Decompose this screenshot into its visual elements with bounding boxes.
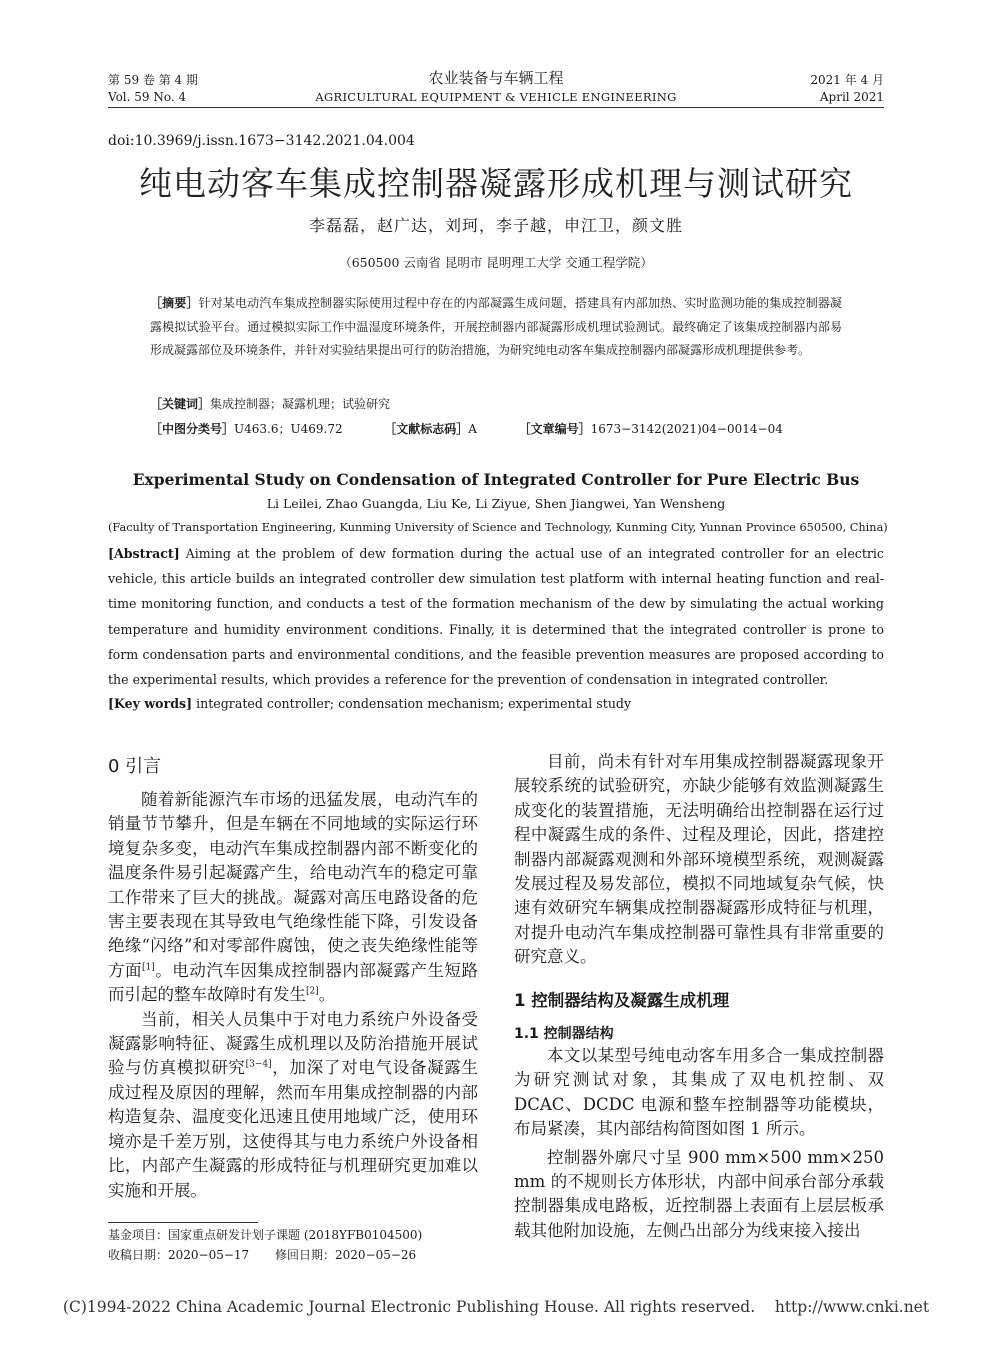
abstract-cn-label: ［摘要］	[150, 296, 199, 310]
journal-title-en: AGRICULTURAL EQUIPMENT & VEHICLE ENGINEERING	[315, 90, 677, 104]
clc-value: U463.6；U469.72	[234, 422, 343, 436]
right-column-body	[514, 1044, 884, 1243]
abstract-en-text: Aiming at the problem of dew formation during the actual use of an integrated controller for an electric vehicle, this article builds an integrated controller dew simulation test platform with internal heating function and real-time monitoring function, and conducts a test of the formation mechanism of the dew by simulating the actual working temperature and humidity environment conditions. Finally, it is determined that the integrated controller is prone to form condensation parts and environmental conditions, and the feasible prevention measures are proposed according to the experimental results, which provides a reference for the prevention of condensation in integrated controller.	[108, 546, 884, 688]
revised-date: 修回日期：2020−05−26	[275, 1248, 417, 1262]
left-column-body	[108, 788, 478, 1203]
paragraph-text: ，加深了对电气设备凝露生成过程及原因的理解，然而车用集成控制器的内部构造复杂、温度变化迅速且使用地域广泛，使用环境亦是千差万别，这使得其与电力系统户外设备相比，内部产生凝露的形成特征与机理研究更加难以实施和开展。	[108, 1058, 478, 1200]
abstract-en-label: [Abstract]	[108, 546, 180, 561]
paper-title-cn: 纯电动客车集成控制器凝露形成机理与测试研究	[139, 164, 853, 203]
journal-title-cn: 农业装备与车辆工程	[428, 69, 564, 87]
article-no-label: ［文章编号］	[518, 422, 591, 436]
keywords-cn-label: ［关键词］	[150, 397, 211, 411]
paragraph: 目前，尚未有针对车用集成控制器凝露现象开展较系统的试验研究，亦缺少能够有效监测凝露生成变化的装置措施，无法明确给出控制器在运行过程中凝露生成的条件、过程及理论，因此，搭建控制器内部凝露观测和外部环境模型系统，观测凝露发展过程及易发部位，模拟不同地域复杂气候，快速有效研究车辆集成控制器凝露形成特征与机理，对提升电动汽车集成控制器可靠性具有非常重要的研究意义。	[514, 752, 884, 967]
paragraph-text: 随着新能源汽车市场的迅猛发展，电动汽车的销量节节攀升，但是车辆在不同地域的实际运行环境复杂多变，电动汽车集成控制器内部不断变化的温度条件易引起凝露产生，给电动汽车的稳定可靠工作带来了巨大的挑战。凝露对高压电路设备的危害主要表现在其导致电气绝缘性能下降，引发设备绝缘“闪络”和对零部件腐蚀，使之丧失绝缘性能等方面	[108, 790, 478, 980]
paragraph-text: 当前，相关人员集中于对电力系统户外设备受凝露影响特征、凝露生成机理以及防治措施开展试验与仿真模拟研究	[108, 1009, 478, 1078]
citation-ref: [1]	[142, 962, 155, 973]
abstract-en	[108, 541, 884, 692]
issue-date-en: April 2021	[819, 90, 884, 104]
section-0-heading: 0 引言	[108, 756, 162, 777]
abstract-cn-text: 针对某电动汽车集成控制器实际使用过程中存在的内部凝露生成问题，搭建具有内部加热、实时监测功能的集成控制器凝露模拟试验平台。通过模拟实际工作中温湿度环境条件，开展控制器内部凝露形成机理试验测试。最终确定了该集成控制器内部易形成凝露部位及环境条件，并针对实验结果提出可行的防治措施，为研究纯电动客车集成控制器内部凝露形成机理提供参考。	[150, 296, 842, 357]
volume-issue-cn: 第 59 卷 第 4 期	[108, 73, 198, 87]
keywords-en-text: integrated controller; condensation mechanism; experimental study	[192, 696, 632, 711]
fund-note: 基金项目：国家重点研发计划子课题 (2018YFB0104500)	[108, 1228, 423, 1242]
article-no-value: 1673−3142(2021)04−0014−04	[590, 422, 783, 436]
doi: doi:10.3969/j.issn.1673−3142.2021.04.004	[108, 133, 415, 149]
citation-ref: [2]	[306, 986, 319, 997]
paragraph	[108, 1008, 478, 1203]
copyright-footer: (C)1994-2022 China Academic Journal Electronic Publishing House. All rights reserved. http://www.cnki.net	[62, 1298, 930, 1316]
issue-date-cn: 2021 年 4 月	[810, 73, 884, 87]
right-column-intro	[514, 750, 884, 970]
abstract-cn	[150, 292, 842, 363]
paragraph: 本文以某型号纯电动客车用多合一集成控制器为研究测试对象，其集成了双电机控制、双 DCAC、DCDC 电源和整车控制器等功能模块，布局紧凑，其内部结构简图如图 1 所示。	[514, 1046, 884, 1139]
received-date: 收稿日期：2020−05−17	[108, 1248, 250, 1262]
paragraph-text: 。电动汽车因集成控制器内部凝露产生短路而引起的整车故障时有发生	[108, 960, 479, 1005]
keywords-cn-text: 集成控制器；凝露机理；试验研究	[210, 397, 391, 411]
paper-title-en: Experimental Study on Condensation of Integrated Controller for Pure Electric Bus	[132, 470, 860, 489]
header-rule	[108, 107, 884, 108]
clc-label: ［中图分类号］	[150, 422, 235, 436]
doc-code-value: A	[468, 422, 477, 436]
paragraph	[108, 788, 478, 1008]
volume-issue-en: Vol. 59 No. 4	[108, 90, 187, 104]
affiliation-cn: （650500 云南省 昆明市 昆明理工大学 交通工程学院）	[339, 255, 653, 270]
authors-en: Li Leilei, Zhao Guangda, Liu Ke, Li Ziyue, Shen Jiangwei, Yan Wensheng	[266, 496, 726, 511]
keywords-cn	[150, 393, 842, 417]
section-1-1-heading: 1.1 控制器结构	[514, 1026, 614, 1042]
doc-code-label: ［文献标志码］	[384, 422, 469, 436]
section-1-heading: 1 控制器结构及凝露生成机理	[514, 991, 730, 1010]
authors-cn: 李磊磊，赵广达，刘珂，李子越，申江卫，颜文胜	[308, 216, 683, 235]
paragraph: 控制器外廓尺寸呈 900 mm×500 mm×250 mm 的不规则长方体形状，内部中间承台部分承载控制器集成电路板，近控制器上表面有上层层板承载其他附加设施，左侧凸出部分为线束接入接出	[514, 1147, 884, 1240]
affiliation-en: (Faculty of Transportation Engineering, Kunming University of Science and Technology, Kunming City, Yunnan Province 650500, China)	[108, 521, 888, 534]
citation-ref: [3−4]	[245, 1059, 272, 1070]
classification-line	[150, 418, 783, 442]
keywords-en	[108, 691, 884, 716]
footnote-rule	[108, 1222, 258, 1223]
paragraph-text: 。	[318, 985, 336, 1005]
keywords-en-label: [Key words]	[108, 696, 193, 711]
